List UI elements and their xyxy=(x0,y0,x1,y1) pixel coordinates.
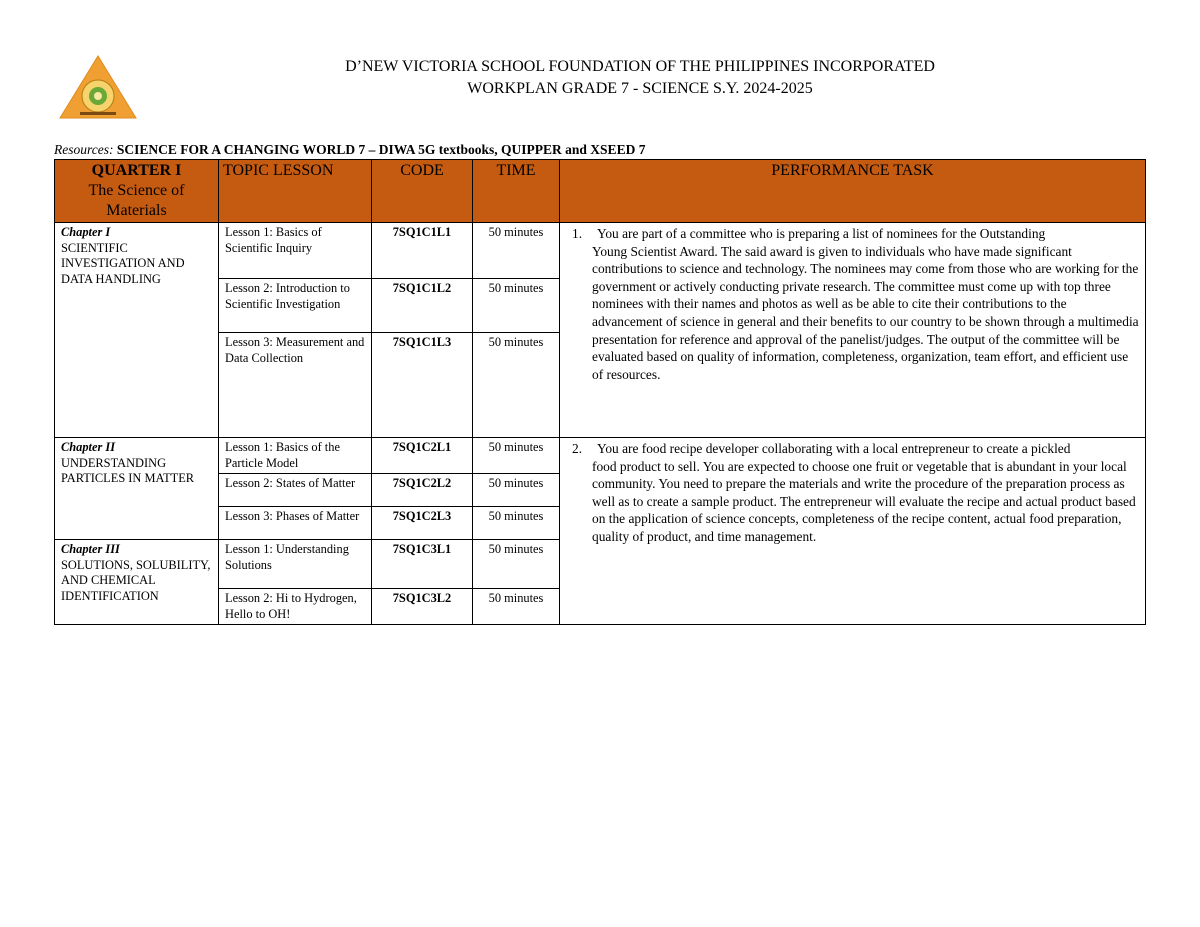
lesson-topic: Lesson 1: Understanding Solutions xyxy=(219,540,372,589)
quarter-header xyxy=(55,160,219,223)
performance-task-2 xyxy=(560,438,1146,625)
lesson-time: 50 minutes xyxy=(473,279,560,333)
lesson-time: 50 minutes xyxy=(473,589,560,625)
quarter-header-label: QUARTER I xyxy=(91,162,182,179)
chapter-cell xyxy=(55,223,219,438)
school-name: D’NEW VICTORIA SCHOOL FOUNDATION OF THE PHILIPPINES INCORPORATED xyxy=(345,58,935,75)
code-header: CODE xyxy=(372,160,473,223)
resources-label: Resources: xyxy=(54,142,114,157)
chapter-label: Chapter II xyxy=(61,440,116,454)
task-text: food product to sell. You are expected to choose one fruit or vegetable that is abundant in your local community. You need to prepare the materials and write the procedure of the preparation process as well as to create a sample product. The entrepreneur will evaluate the recipe and actual product based on the application of science concepts, completeness of the recipe content, actual food preparation, quality of product, and time management. xyxy=(592,458,1136,544)
chapter-title: SCIENTIFIC INVESTIGATION AND DATA HANDLING xyxy=(61,240,185,286)
task-header: PERFORMANCE TASK xyxy=(560,160,1146,223)
lesson-time: 50 minutes xyxy=(473,540,560,589)
lesson-time: 50 minutes xyxy=(473,507,560,540)
resources-line xyxy=(54,142,645,158)
quarter-header-subtitle: The Science of Materials xyxy=(88,182,185,219)
lesson-topic: Lesson 2: Introduction to Scientific Investigation xyxy=(219,279,372,333)
lesson-time: 50 minutes xyxy=(473,474,560,507)
workplan-title: WORKPLAN GRADE 7 - SCIENCE S.Y. 2024-2025 xyxy=(467,80,813,97)
lesson-time: 50 minutes xyxy=(473,438,560,474)
lesson-code: 7SQ1C2L3 xyxy=(372,507,473,540)
performance-task-1 xyxy=(560,223,1146,438)
lesson-topic: Lesson 1: Basics of Scientific Inquiry xyxy=(219,223,372,279)
resources-text: SCIENCE FOR A CHANGING WORLD 7 – DIWA 5G textbooks, QUIPPER and XSEED 7 xyxy=(116,142,646,157)
school-seal-icon xyxy=(58,54,138,122)
lesson-topic: Lesson 3: Phases of Matter xyxy=(219,507,372,540)
task-first-line: You are part of a committee who is preparing a list of nominees for the Outstanding xyxy=(597,226,1046,241)
lesson-time: 50 minutes xyxy=(473,223,560,279)
lesson-code: 7SQ1C3L2 xyxy=(372,589,473,625)
chapter-title: SOLUTIONS, SOLUBILITY, AND CHEMICAL IDENTIFICATION xyxy=(61,557,211,603)
chapter-cell xyxy=(55,540,219,625)
task-text: Young Scientist Award. The said award is given to individuals who have made significant contributions to science and technology. The nominees may come from those who are working for the government or actively conducting private research. The committee must come up with top three nominees with their names and photos as well as be able to cite their contributions to the advancement of science in general and their benefits to our country to be shown through a multimedia presentation for reference and approval of the panelist/judges. The output of the committee will be evaluated based on quality of information, completeness, organization, team effort, and efficient use of resources. xyxy=(592,243,1139,382)
chapter-label: Chapter I xyxy=(61,225,111,239)
lesson-topic: Lesson 2: Hi to Hydrogen, Hello to OH! xyxy=(219,589,372,625)
lesson-code: 7SQ1C3L1 xyxy=(372,540,473,589)
task-first-line: You are food recipe developer collaborating with a local entrepreneur to create a pickled xyxy=(597,441,1071,456)
lesson-code: 7SQ1C2L1 xyxy=(372,438,473,474)
table-header-row xyxy=(55,160,1146,223)
task-number: 2. xyxy=(572,441,583,456)
topic-header: TOPIC LESSON xyxy=(219,160,372,223)
lesson-code: 7SQ1C1L1 xyxy=(372,223,473,279)
lesson-code: 7SQ1C1L2 xyxy=(372,279,473,333)
time-header: TIME xyxy=(473,160,560,223)
chapter-cell xyxy=(55,438,219,540)
table-row xyxy=(55,438,1146,474)
chapter-title: UNDERSTANDING PARTICLES IN MATTER xyxy=(61,455,195,485)
table-row xyxy=(55,223,1146,279)
workplan-table xyxy=(54,159,1146,625)
chapter-label: Chapter III xyxy=(61,542,120,556)
lesson-topic: Lesson 1: Basics of the Particle Model xyxy=(219,438,372,474)
lesson-topic: Lesson 3: Measurement and Data Collection xyxy=(219,333,372,438)
task-number: 1. xyxy=(572,226,583,241)
lesson-topic: Lesson 2: States of Matter xyxy=(219,474,372,507)
lesson-time: 50 minutes xyxy=(473,333,560,438)
lesson-code: 7SQ1C2L2 xyxy=(372,474,473,507)
school-logo xyxy=(58,54,138,122)
lesson-code: 7SQ1C1L3 xyxy=(372,333,473,438)
